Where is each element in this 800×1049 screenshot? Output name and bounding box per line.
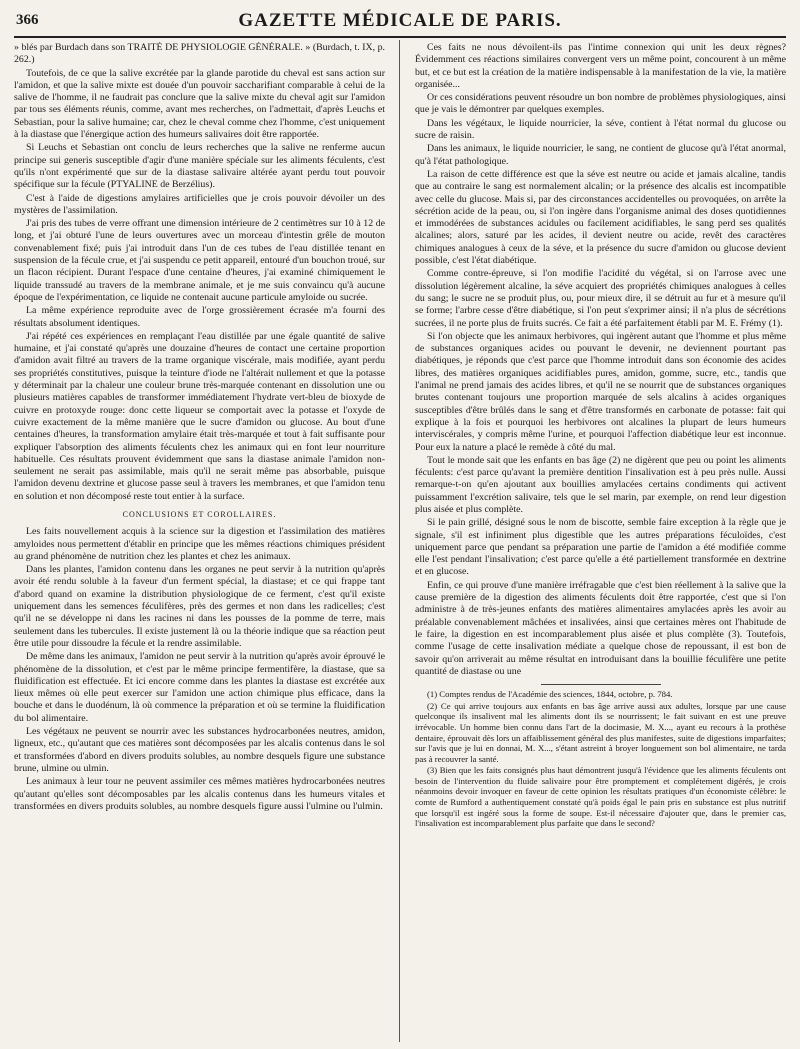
footnote: (3) Bien que les faits consignés plus haut démontrent jusqu'à l'évidence que les aliments féculents ont besoin de l'intervention du fluide salivaire pour être promptement et complétement digérés, je crois néanmoins devoir invoquer en faveur de cette opinion les résultats pratiques d'un économiste célèbre: le comte de Rumford a authentiquement constaté qu'à poids égal le pain pris en substance est plus nutritif que lorsqu'il est ingéré sous la forme de soupe. Est-il nécessaire d'ajouter que, dans le premier cas, l'insalivation est incomparablement plus parfaite que dans le second? <box>415 765 786 829</box>
paragraph: Enfin, ce qui prouve d'une manière irréfragable que c'est bien réellement à la salive que la cause première de la digestion des aliments féculents doit être rapportée, c'est que si l'on administre à de très-jeunes enfants des matières alimentaires amylacées après les avoir au préalable convenablement mâchées et insalivées, ainsi que certaines mères ont l'habitude de le faire, la digestion en est incomparablement plus aisée et plus complète (3). Toutefois, comme l'usage de cette insalivation médiate a quelque chose de repoussant, il est bon de savoir qu'on arriverait au même résultat en introduisant dans la bouillie féculifère une petite quantité de diastase ou une <box>415 579 786 677</box>
page-header <box>14 6 786 38</box>
paragraph: La raison de cette différence est que la séve est neutre ou acide et jamais alcaline, tandis que au contraire le sang est normalement alcalin; or la présence des alcalis est incompatible avec celle du glucose. Mais si, par des circonstances accidentelles ou provoquées, on arrête la sécrétion acide de la peau, ou, si l'on ingère dans l'organisme animal des doses quotidiennes et immodérées de substances acidules ou facilement acidifiables, le sang perd ses qualités alcalines; alors, saturé par les acides, il devient neutre ou acide, revêt des caractères chimiques analogues à ceux de la séve, et la présence du sucre d'amidon ou glucose devient possible, c'est l'état diabétique. <box>415 168 786 267</box>
paragraph: Dans les végétaux, le liquide nourricier, la séve, contient à l'état normal du glucose ou sucre de raisin. <box>415 117 786 142</box>
section-heading: CONCLUSIONS ET COROLLAIRES. <box>122 509 277 519</box>
right-column <box>415 42 786 1042</box>
paragraph: Si Leuchs et Sebastian ont conclu de leurs recherches que la salive ne renferme aucun principe sui generis susceptible d'agir d'une manière spéciale sur les aliments féculents, c'est qu'ils n'ont expérimenté que sur de la diastase salivaire altérée ayant perdu tout pouvoir spécifique sur la fécule (PTYALINE de Berzélius). <box>14 142 385 191</box>
paragraph: Si l'on objecte que les animaux herbivores, qui ingèrent autant que l'homme et plus même de substances organiques acides ou pouvant le devenir, ne deviennent pourtant pas diabétiques, je réponds que c'est parce que l'homme introduit dans son économie des acides libres, des matières organiques acidifiables pures, amidon, gomme, sucre, etc., tandis que l'animal ne prend jamais des acides libres, et qu'il ne se nourrit que de substances organiques brutes contenant toujours une proportion marquée de sels alcalins à acides organiques susceptibles d'être brûlés dans le sang et d'être transformés en carbonate de potasse: fait qui explique à la fois et pourquoi les herbivores ont alcalines la plupart de leurs humeurs interviscérales, y compris même l'urine, et pourquoi l'affection diabétique leur est inconnue. Pour eux la nature a placé le remède à côté du mal. <box>415 330 786 453</box>
footnote: (2) Ce qui arrive toujours aux enfants en bas âge arrive aussi aux adultes, lorsque par une cause quelconque ils insalivent mal les aliments dont ils se nourrissent; le fait suivant en est une preuve irrévocable. Un homme bien connu dans l'art de la docimasie, M. X..., ayant eu recours à la prothèse dentaire, éprouvait dès lors un affaiblissement général des plus manifestes, suite de digestions imparfaites; sur l'avis que je lui en donnai, M. X..., s'étant astreint à broyer longuement son bol alimentaire, ne tarda pas à recouvrer la santé. <box>415 700 786 764</box>
paragraph: Les animaux à leur tour ne peuvent assimiler ces mêmes matières hydrocarbonées neutres qu'autant qu'elles sont décomposables par les alcalis contenus dans les humeurs vitales et transformées en divers produits solubles, au nombre desquels figure aussi l'ulmine ou l'ulmin. <box>14 776 385 812</box>
column-divider <box>399 40 400 1042</box>
paragraph: C'est à l'aide de digestions amylaires artificielles que je crois pouvoir dévoiler un des mystères de l'assimilation. <box>14 192 385 216</box>
footnote: (1) Comptes rendus de l'Académie des sciences, 1844, octobre, p. 784. <box>427 689 673 700</box>
paragraph: Les végétaux ne peuvent se nourrir avec les substances hydrocarbonées neutres, amidon, ligneux, etc., qu'autant que ces matières sont décomposées par les alcalis contenus dans le sol et transformées d'abord en divers produits solubles, au nombre desquels figure une substance brune, ulmine ou ulmin. <box>14 726 385 774</box>
paragraph: Or ces considérations peuvent résoudre un bon nombre de problèmes physiologiques, ainsi que je vais le démontrer par quelques exemples. <box>415 92 786 116</box>
page-number: 366 <box>16 12 39 28</box>
journal-title: GAZETTE MÉDICALE DE PARIS. <box>238 10 562 31</box>
paragraph: Tout le monde sait que les enfants en bas âge (2) ne digèrent que peu ou point les aliments féculents: c'est parce qu'avant la première dentition l'insalivation est à peu près nulle. Aussi remarque-t-on qu'en ajoutant aux bouillies amylacées certains condiments qui activent puissamment l'excrétion salivaire, tels que le sel marin, par exemple, on rend leur digestion plus aisée et plus complète. <box>415 454 786 515</box>
paragraph: De même dans les animaux, l'amidon ne peut servir à la nutrition qu'après avoir éprouvé le phénomène de la dissolution, et c'est par le même principe fermentifère, la diastase, que sa fluidification est effectuée. Et ici encore comme dans les plantes la diastase est excrétée aux lieux mêmes où elle peut exercer sur l'amidon une action chimique plus efficace, dans la bouche et dans le duodénum, là où commence la préparation et où se termine la fluidification du bol alimentaire. <box>14 651 385 724</box>
paragraph: Toutefois, de ce que la salive excrétée par la glande parotide du cheval est sans action sur l'amidon, et que la salive mixte est douée d'un pouvoir saccharifiant comparable à celui de la salive de l'homme, il ne faudrait pas conclure que la salive mixte du cheval agit sur l'amidon par tous ses éléments réunis, comme, avant mes recherches, on l'admettait, d'après Leuchs et Sebastian, pour la salive humaine; car, chez le cheval comme chez l'homme, c'est uniquement à la diastase que l'énergique action des humeurs salivaires doit être rapportée. <box>14 67 385 141</box>
paragraph: Dans les animaux, le liquide nourricier, le sang, ne contient de glucose qu'à l'état anormal, qu'à l'état pathologique. <box>415 143 786 167</box>
paragraph: Dans les plantes, l'amidon contenu dans les organes ne peut servir à la nutrition qu'après avoir été rendu soluble à la faveur d'un ferment spécial, la diastase; et ce qui frappe tant d'abord quand on examine la distribution physiologique de ce ferment, c'est qu'il existe uniquement dans les semences féculifères, près des germes et non dans les radicelles; c'est qu'il ne se développe ni dans les racines ni dans les pousses de la pomme de terre, mais seulement dans les tubercules. Il existe justement là ou la théorie indique que sa réaction peut être utile pour dissoudre la fécule et la rendre assimilable. <box>14 564 385 649</box>
paragraph: La même expérience reproduite avec de l'orge grossièrement écrasée m'a fourni des résultats absolument identiques. <box>14 305 385 329</box>
paragraph: J'ai répété ces expériences en remplaçant l'eau distillée par une égale quantité de salive humaine, et j'ai constaté qu'après une douzaine d'heures de contact une certaine proportion d'amidon avait filtré au travers de la trame organique viscérale, mais modifiée, ayant perdu ses propriétés constitutives, puisque la teinture d'iode ne l'altérait nullement et que la potasse y déterminait par la chaleur une couleur brune très-marquée contenant en dissolution une ou plusieurs matières capables de transformer immédiatement l'hydrate vert-bleu de bioxyde de cuivre en protoxyde rouge: donc cette liqueur se comportait avec la potasse et l'oxyde de cuivre exactement de la même manière que le sucre d'amidon ou glucose. Au bout d'une centaines d'heures, la transformation amylaire était très-marquée et tout à fait suffisante pour expliquer l'absorption des aliments féculents chez les animaux qui en font leur nourriture habituelle. Ces résultats prouvent évidemment que sans la diastase animale l'amidon non-seulement ne serait pas assimilable, mais qu'il ne serait même pas absorbable, puisque l'amidon devenu dextrine et glucose passe seul à travers les membranes, et que l'amidon tenu en solution et non décomposé reste tout entier à la surface. <box>14 330 385 502</box>
paragraph: Les faits nouvellement acquis à la science sur la digestion et l'assimilation des matières amyloides nous permettent d'établir en principe que les mêmes réactions chimiques président au grand phénomène de nutrition chez les plantes et chez les animaux. <box>14 526 385 562</box>
paragraph: Comme contre-épreuve, si l'on modifie l'acidité du végétal, si on l'arrose avec une dissolution légèrement alcaline, la séve acquiert des propriétés chimiques analogues à celles du sang; le sucre ne se produit plus, ou, pour mieux dire, il se détruit au fur et à mesure qu'il se forme; l'arbre cesse d'être diabétique, si l'on peut s'exprimer ainsi; il n'a plus de sécrétions sucrées, il ne porte plus de fruits sucrés. Ce fait a été parfaitement établi par M. E. Frémy (1). <box>415 268 786 329</box>
left-column <box>14 42 385 1042</box>
paragraph: » blés par Burdach dans son TRAITÉ DE PHYSIOLOGIE GÉNÉRALE. » (Burdach, t. IX, p. 262.) <box>14 42 385 66</box>
footnote-divider <box>541 684 661 685</box>
paragraph: Ces faits ne nous dévoilent-ils pas l'intime connexion qui unit les deux règnes? Évidemment ces réactions similaires convergent vers un même point, concourent à un même but, et ce but est la création de la matière indispensable à la manifestation de la vie, la matière organisée... <box>415 42 786 90</box>
paragraph: Si le pain grillé, désigné sous le nom de biscotte, semble faire exception à la règle que je signale, s'il est infiniment plus digestible que les autres préparations féculoïdes, c'est uniquement parce que pendant sa préparation une partie de l'amidon a été modifiée comme elle l'est pendant l'insalivation; c'est parce qu'elle a été partiellement transformée en dextrine et en glucose. <box>415 517 786 578</box>
paragraph: J'ai pris des tubes de verre offrant une dimension intérieure de 2 centimètres sur 10 à 12 de long, et j'ai obturé l'une de leurs ouvertures avec un morceau d'intestin grêle de mouton convenablement fixé; puis j'ai introduit dans l'un de ces tubes de l'eau distillée tenant en suspension de la fécule crue, et j'ai suspendu ce petit appareil, entouré d'un bouchon troué, sur un flacon récipient. Durant l'espace d'une centaine d'heures, j'ai examiné chimiquement le liquide transsudé au travers de la membrane animale, et je me suis convaincu qu'à aucune époque de l'expérimentation, ce liquide ne contenait aucune particule amyloide ou sucrée. <box>14 218 385 303</box>
